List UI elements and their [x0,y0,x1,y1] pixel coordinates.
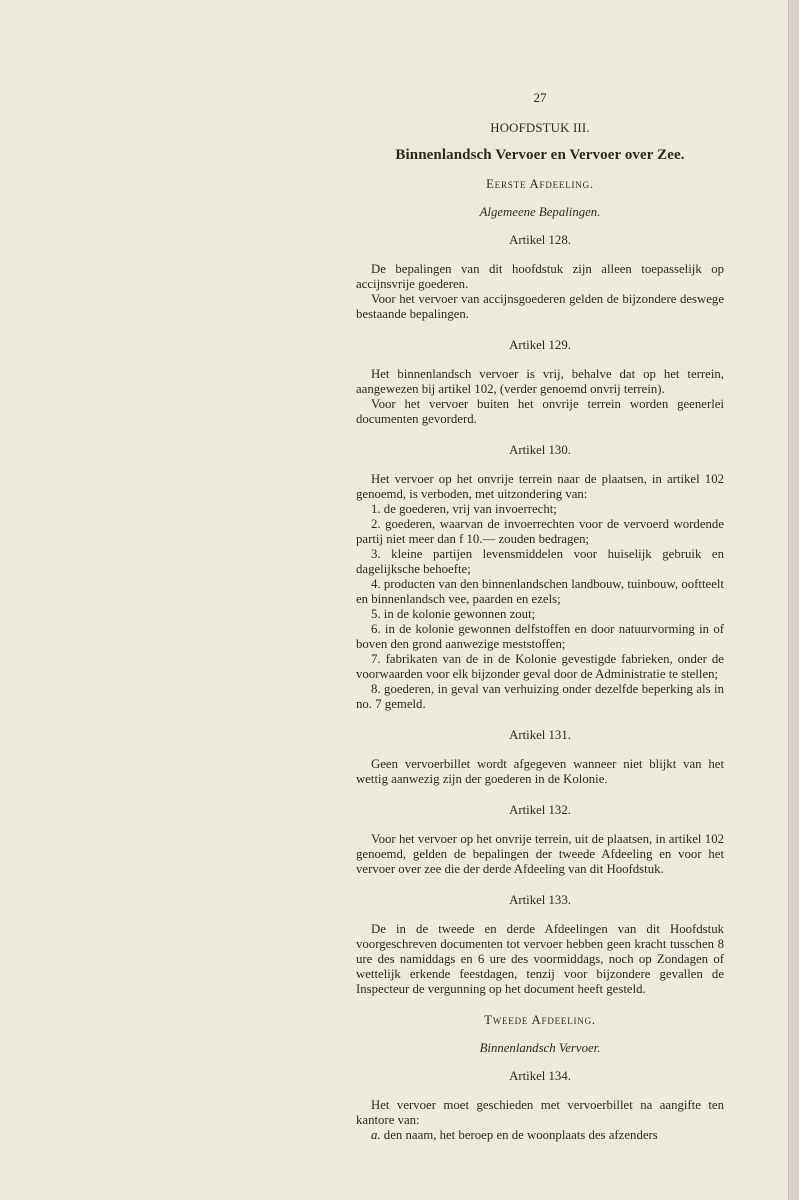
chapter-title: Binnenlandsch Vervoer en Vervoer over Zee. [395,147,685,163]
list-item: 7. fabrikaten van de in de Kolonie gevestigde fabrieken, onder de voorwaarden voor elk bijzonder geval door de Administratie te stellen; [356,652,724,681]
article-134-body [356,1098,724,1143]
list-item: 1. de goederen, vrij van invoerrecht; [371,502,557,516]
article-128-heading: Artikel 128. [509,233,571,247]
paragraph: Het vervoer moet geschieden met vervoerbillet na aangifte ten kantore van: [356,1098,724,1127]
section-subtitle-2: Binnenlandsch Vervoer. [479,1041,601,1055]
list-item [356,1128,724,1143]
article-133-body [356,922,724,997]
article-129-body [356,367,724,427]
paragraph: Voor het vervoer buiten het onvrije terrein worden geenerlei documenten gevorderd. [356,397,724,426]
paragraph: Het binnenlandsch vervoer is vrij, behalve dat op het terrein, aangewezen bij artikel 102, (verder genoemd onvrij terrein). [356,367,724,396]
list-item: 5. in de kolonie gewonnen zout; [371,607,536,621]
article-130-body [356,472,724,712]
list-item: 6. in de kolonie gewonnen delfstoffen en door natuurvorming in of boven den grond aanwezige meststoffen; [356,622,724,651]
paragraph: De bepalingen van dit hoofdstuk zijn alleen toepasselijk op accijnsvrije goederen. [356,262,724,291]
paragraph: Voor het vervoer van accijnsgoederen gelden de bijzondere deswege bestaande bepalingen. [356,292,724,321]
article-133-heading: Artikel 133. [509,893,571,907]
article-131-body [356,757,724,787]
list-item-text: den naam, het beroep en de woonplaats des afzenders [380,1128,658,1142]
list-item: 8. goederen, in geval van verhuizing onder dezelfde beperking als in no. 7 gemeld. [356,682,724,711]
list-item: 4. producten van den binnenlandschen landbouw, tuinbouw, ooftteelt en binnenlandsch vee, paarden en ezels; [356,577,724,606]
paragraph: Geen vervoerbillet wordt afgegeven wanneer niet blijkt van het wettig aanwezig zijn der goederen in de Kolonie. [356,757,724,786]
section-heading-1: Eerste Afdeeling. [486,177,594,191]
paragraph: Voor het vervoer op het onvrije terrein, uit de plaatsen, in artikel 102 genoemd, gelden de bepalingen der tweede Afdeeling en voor het vervoer over zee die der derde Afdeeling van dit Hoofdstuk. [356,832,724,876]
article-128-body [356,262,724,322]
article-134-heading: Artikel 134. [509,1069,571,1083]
chapter-heading: HOOFDSTUK III. [490,121,590,135]
article-131-heading: Artikel 131. [509,728,571,742]
article-132-heading: Artikel 132. [509,803,571,817]
article-130-heading: Artikel 130. [509,443,571,457]
page-edge [788,0,799,1200]
section-subtitle-1: Algemeene Bepalingen. [479,205,601,219]
paragraph: Het vervoer op het onvrije terrein naar de plaatsen, in artikel 102 genoemd, is verboden, met uitzondering van: [356,472,724,501]
paragraph: De in de tweede en derde Afdeelingen van dit Hoofdstuk voorgeschreven documenten tot vervoer hebben geen kracht tusschen 8 ure des namiddags en 6 ure des voormiddags, noch op Zondagen of wettelijk erkende feestdagen, tenzij voor bijzondere gevallen de Inspecteur de vergunning op het document heeft gesteld. [356,922,724,996]
page-content [356,90,724,1143]
list-item: 2. goederen, waarvan de invoerrechten voor de vervoerd wordende partij niet meer dan f 10.— zouden bedragen; [356,517,724,546]
section-heading-2: Tweede Afdeeling. [484,1013,596,1027]
list-item: 3. kleine partijen levensmiddelen voor huiselijk gebruik en dagelijksche behoefte; [356,547,724,576]
page-number: 27 [533,90,547,105]
article-132-body [356,832,724,877]
list-item-label: a. [371,1128,381,1142]
article-129-heading: Artikel 129. [509,338,571,352]
